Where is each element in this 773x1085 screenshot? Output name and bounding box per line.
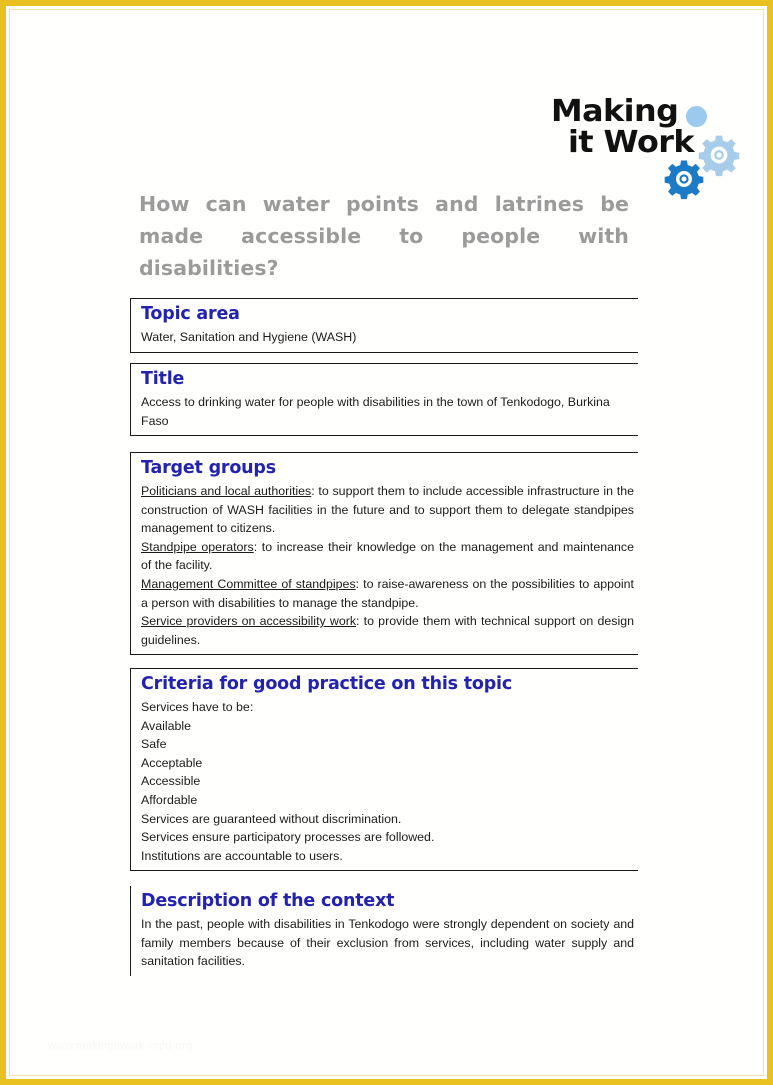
section-criteria (130, 668, 638, 871)
criteria-line: Institutions are accountable to users. (141, 848, 343, 863)
target-group-item (141, 538, 634, 575)
target-group-text: : to raise-awareness on the possibilities to appoint a person with disabilities to manage the standpipe. (141, 576, 634, 610)
target-group-item (141, 575, 634, 612)
criteria-line: Services ensure participatory processes are followed. (141, 830, 435, 845)
section-topic-area (130, 298, 638, 353)
page-inner-border (9, 9, 764, 1076)
section-body-title: Access to drinking water for people with disabilities in the town of Tenkodogo, Burkina Faso (141, 395, 610, 428)
section-target-groups (130, 452, 638, 655)
target-group-text: : to provide them with technical support on design guidelines. (141, 614, 635, 647)
criteria-line: Accessible (141, 774, 201, 789)
target-group-item (141, 482, 634, 538)
logo-line-1: Making (551, 94, 679, 129)
logo-dot-icon (686, 106, 707, 127)
section-body-criteria (141, 698, 634, 865)
target-group-lead: Management Committee of standpipes (141, 576, 356, 591)
section-body-target-groups (141, 482, 634, 649)
target-group-text: : to increase their knowledge on the management and maintenance of the facility. (141, 539, 634, 573)
gear-dark-icon (663, 158, 705, 200)
criteria-line: Services have to be: (141, 700, 254, 714)
criteria-line: Available (141, 718, 192, 733)
logo-line-2: it Work (567, 125, 695, 160)
criteria-line: Acceptable (141, 755, 203, 770)
target-group-text: : to support them to include accessible infrastructure in the construction of WASH facilities in the future and to support them to delegate standpipes management to citizens. (141, 484, 634, 536)
criteria-line: Safe (141, 737, 167, 752)
target-group-lead: Service providers on accessibility work (141, 614, 357, 629)
target-group-lead: Standpipe operators (141, 539, 254, 554)
section-heading-description-of-context: Description of the context (141, 891, 395, 911)
target-group-lead: Politicians and local authorities (141, 484, 312, 498)
target-group-item (141, 612, 634, 649)
logo-wordmark (551, 96, 710, 158)
section-heading-target-groups: Target groups (141, 458, 276, 478)
section-body-topic-area: Water, Sanitation and Hygiene (WASH) (141, 330, 357, 344)
footer-watermark: www.makingitwork-crpd.org (48, 1040, 193, 1052)
section-description-of-context (130, 886, 638, 976)
section-body-description-of-context: In the past, people with disabilities in Tenkodogo were strongly dependent on society and family members because of their exclusion from services, including water supply and sanitation facilities. (141, 917, 634, 969)
page-title: How can water points and latrines be made accessible to people with disabilities? (139, 192, 629, 280)
criteria-line: Services are guaranteed without discrimination. (141, 811, 402, 826)
section-heading-topic-area: Topic area (141, 304, 240, 324)
criteria-line: Affordable (141, 792, 198, 807)
making-it-work-logo (545, 92, 735, 202)
section-heading-title: Title (141, 369, 185, 389)
section-title (130, 363, 638, 436)
section-heading-criteria: Criteria for good practice on this topic (141, 674, 513, 694)
